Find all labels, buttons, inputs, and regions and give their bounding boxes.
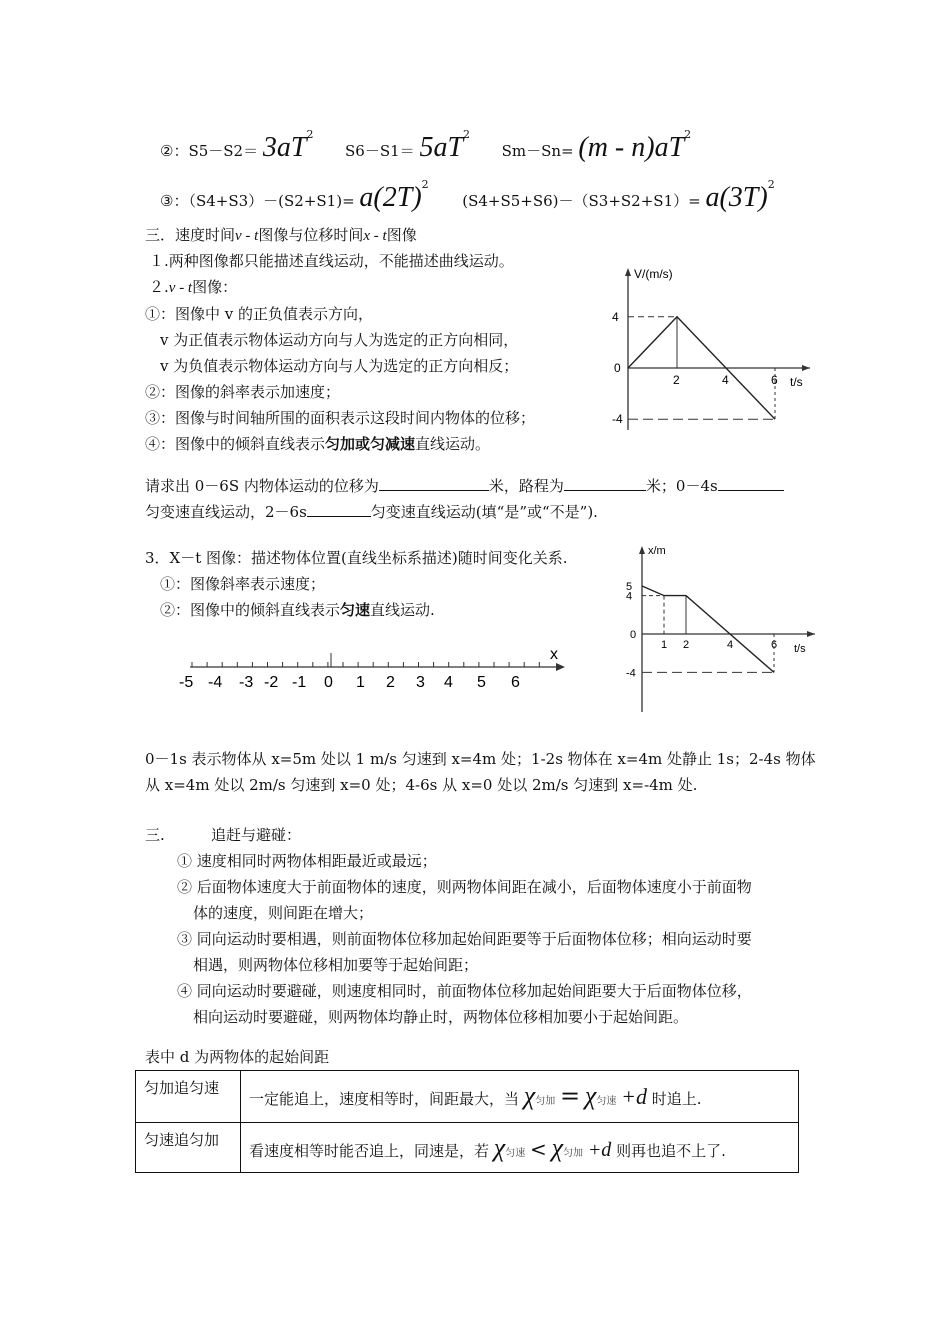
number-line-arrow <box>556 663 565 671</box>
tick-label: -1 <box>292 674 307 691</box>
point-1b: v 为负值表示物体运动方向与人为选定的正方向相反； <box>160 357 519 375</box>
subscript: 匀加 <box>563 1148 584 1159</box>
point-1: ①：图像中 v 的正负值表示方向， <box>145 305 374 323</box>
exponent: 2 <box>684 128 692 141</box>
table-row-head: 匀加追匀速 <box>136 1071 241 1123</box>
question-line-2 <box>145 499 815 525</box>
x-axis-arrow <box>807 631 815 637</box>
xt-section <box>145 545 615 623</box>
x-tick-label: 2 <box>683 639 690 651</box>
xt-symbol: x - t <box>363 228 387 244</box>
formula-label: ②：S5－S2＝ <box>160 142 259 160</box>
chase-item-2a: ② 后面物体速度大于前面物体的速度，则两物体间距在减小，后面物体速度小于前面物 <box>177 878 752 896</box>
tick-label: 6 <box>511 674 520 691</box>
formula-label-3: Sm－Sn= <box>501 142 574 160</box>
blank-displacement[interactable] <box>379 474 489 491</box>
x-axis-arrow <box>802 365 810 371</box>
question-line-1 <box>145 473 815 499</box>
plus-d: +d <box>621 1084 648 1109</box>
number-line-label: x <box>550 646 558 663</box>
heading-text: 三．速度时间 <box>145 226 236 244</box>
x-tick-label: 2 <box>673 373 680 387</box>
x-tick-label: 6 <box>771 639 778 651</box>
blank-2-6s[interactable] <box>307 500 371 517</box>
y-tick-label: 4 <box>626 590 633 603</box>
origin-label: 0 <box>630 629 637 641</box>
formula-label: ③：（S4+S3）－(S2+S1)= <box>160 192 355 210</box>
item-2 <box>145 274 585 301</box>
vt-symbol: v - t <box>168 280 193 296</box>
chase-heading <box>145 822 825 848</box>
point-2: ②：图像的斜率表示加速度； <box>145 383 341 401</box>
question-text: 匀变速直线运动，2－6s <box>145 503 307 521</box>
xt-description <box>145 746 825 798</box>
table-row <box>136 1123 799 1173</box>
exponent: 2 <box>306 128 314 141</box>
xt-point-2-text: 直线运动. <box>370 601 435 619</box>
row-text: 时追上. <box>651 1090 702 1108</box>
axis-title: x/m <box>648 545 666 557</box>
point-1a: v 为正值表示物体运动方向与人为选定的正方向相同， <box>160 331 519 349</box>
x-tick-label: 1 <box>661 639 668 651</box>
formula-expr-a3T: a(3T) <box>705 182 768 213</box>
point-3: ③：图像与时间轴所围的面积表示这段时间内物体的位移； <box>145 409 536 427</box>
question-text: 米；0－4s <box>645 477 718 495</box>
y-axis-arrow <box>639 546 645 554</box>
axis-title: V/(m/s) <box>634 267 673 281</box>
formula-expr-mn: (m - n)aT <box>578 132 685 163</box>
xt-point-1: ①：图像斜率表示速度； <box>160 575 326 593</box>
tick-label: 3 <box>416 674 425 691</box>
tick-label: -2 <box>264 674 279 691</box>
chase-item-2b: 体的速度，则间距在增大； <box>193 904 374 922</box>
operator: = <box>560 1082 581 1110</box>
chase-item-3b: 相遇，则两物体位移相加要等于起始间距； <box>193 956 479 974</box>
xt-point-2-bold: 匀速 <box>340 601 371 619</box>
vt-graph <box>600 262 820 462</box>
x-axis-label: t/s <box>794 643 806 655</box>
blank-distance[interactable] <box>564 474 646 491</box>
xt-point-2 <box>145 597 615 623</box>
chase-table <box>135 1070 799 1173</box>
formula-line-2 <box>160 128 692 172</box>
chase-section <box>145 822 825 1030</box>
chi-symbol: χ <box>584 1081 597 1110</box>
tick-label: 0 <box>324 674 333 691</box>
chi-symbol: χ <box>493 1133 506 1162</box>
xt-point-2-text: ②：图像中的倾斜直线表示 <box>160 601 341 619</box>
question-text: 请求出 0－6S 内物体运动的位移为 <box>145 477 379 495</box>
table-row <box>136 1071 799 1123</box>
formula-label-2: (S4+S5+S6)－（S3+S2+S1）= <box>462 192 701 210</box>
chase-item-1: ① 速度相同时两物体相距最近或最远； <box>177 852 437 870</box>
chi-symbol: χ <box>551 1133 564 1162</box>
section3-body <box>145 248 585 457</box>
origin-label: 0 <box>614 361 621 375</box>
x-tick-label: 6 <box>771 373 778 387</box>
chi-symbol: χ <box>523 1081 536 1110</box>
item-2-num: ２. <box>149 278 169 296</box>
row-text: 则再也追不上了. <box>616 1142 726 1160</box>
table-row-content <box>241 1123 799 1173</box>
formula-expr-3aT: 3aT <box>262 132 307 163</box>
row-text: 一定能追上，速度相等时，间距最大，当 <box>249 1090 520 1108</box>
y-axis-arrow <box>625 268 631 276</box>
position-line <box>642 586 774 672</box>
item-1: １.两种图像都只能描述直线运动，不能描述曲线运动。 <box>149 252 514 270</box>
table-row-content <box>241 1071 799 1123</box>
xt-title: 3．X－t 图像：描述物体位置(直线坐标系描述)随时间变化关系. <box>145 549 568 567</box>
chase-heading-text: 追赶与避碰： <box>211 826 302 844</box>
row-text: 看速度相等时能否追上，同速是，若 <box>249 1142 490 1160</box>
question-text: 米，路程为 <box>488 477 564 495</box>
chase-item-4b: 相向运动时要避碰，则两物体均静止时，两物体位移相加要小于起始间距。 <box>193 1008 689 1026</box>
chase-item-3a: ③ 同向运动时要相遇，则前面物体位移加起始间距要等于后面物体位移；相向运动时要 <box>177 930 752 948</box>
y-tick-label: 4 <box>612 309 619 324</box>
question <box>145 473 815 525</box>
subscript: 匀速 <box>596 1096 617 1107</box>
x-tick-label: 4 <box>722 373 729 387</box>
heading-text: 图像 <box>386 226 417 244</box>
xt-graph <box>620 540 825 720</box>
formula-expr-5aT: 5aT <box>419 132 464 163</box>
blank-0-4s[interactable] <box>718 474 784 491</box>
number-line <box>170 645 570 695</box>
plus-d: +d <box>587 1139 612 1161</box>
y-tick-label: 5 <box>626 581 633 593</box>
section-heading <box>145 224 417 245</box>
tick-label: -3 <box>239 674 254 691</box>
point-4-text: ④：图像中的倾斜直线表示 <box>145 435 326 453</box>
tick-label: 5 <box>477 674 486 691</box>
y-tick-label: -4 <box>626 667 636 680</box>
exponent: 2 <box>767 178 775 191</box>
tick-label: 2 <box>386 674 395 691</box>
operator: < <box>530 1137 547 1161</box>
subscript: 匀速 <box>505 1148 526 1159</box>
item-2-text: 图像： <box>192 278 238 296</box>
table-row-head: 匀速追匀加 <box>136 1123 241 1173</box>
x-axis-label: t/s <box>790 375 803 389</box>
point-4-text: 直线运动。 <box>415 435 491 453</box>
formula-label-2: S6－S1＝ <box>345 142 415 160</box>
vt-symbol: v - t <box>235 228 259 244</box>
tick-label: -5 <box>179 674 194 691</box>
exponent: 2 <box>421 178 429 191</box>
x-tick-label: 4 <box>727 639 734 651</box>
table-caption: 表中 d 为两物体的起始间距 <box>145 1048 330 1066</box>
chase-heading-num: 三. <box>145 826 165 844</box>
subscript: 匀加 <box>535 1096 556 1107</box>
formula-line-3 <box>160 178 775 222</box>
point-4 <box>145 431 585 457</box>
formula-expr-a2T: a(2T) <box>359 182 422 213</box>
y-tick-label: -4 <box>612 412 623 427</box>
exponent: 2 <box>463 128 471 141</box>
tick-label: -4 <box>208 674 223 691</box>
point-4-bold: 匀加或匀减速 <box>325 435 416 453</box>
tick-label: 4 <box>444 674 453 691</box>
question-text: 匀变速直线运动(填“是”或“不是”). <box>370 503 598 521</box>
description-line-1: 0－1s 表示物体从 x=5m 处以 1 m/s 匀速到 x=4m 处；1-2s 物体在 x=4m 处静止 1s；2-4s 物体 <box>145 750 816 768</box>
description-line-2: 从 x=4m 处以 2m/s 匀速到 x=0 处；4-6s 从 x=0 处以 2m/s 匀速到 x=-4m 处. <box>145 776 698 794</box>
heading-text: 图像与位移时间 <box>258 226 364 244</box>
tick-label: 1 <box>356 674 365 691</box>
chase-item-4a: ④ 同向运动时要避碰，则速度相同时，前面物体位移加起始间距要大于后面物体位移， <box>177 982 752 1000</box>
